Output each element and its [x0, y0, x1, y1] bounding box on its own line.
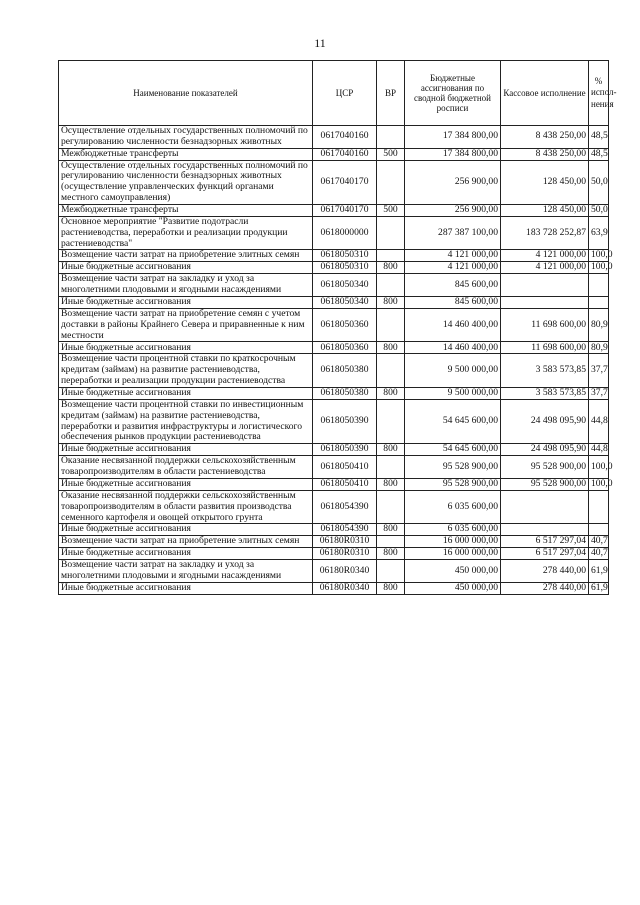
row-name: Иные бюджетные ассигнования [59, 444, 313, 456]
row-percent: 61,9 [589, 560, 609, 583]
row-percent: 50,0 [589, 204, 609, 216]
row-plan-amount: 54 645 600,00 [405, 444, 501, 456]
table-row [59, 160, 609, 204]
row-csr-code: 0618054390 [313, 524, 377, 536]
row-vr-code: 800 [377, 296, 405, 308]
row-csr-code: 06180R0310 [313, 536, 377, 548]
row-percent: 63,9 [589, 216, 609, 249]
row-name: Межбюджетные трансферты [59, 204, 313, 216]
table-row [59, 262, 609, 274]
row-csr-code: 0618050340 [313, 296, 377, 308]
row-plan-amount: 9 500 000,00 [405, 354, 501, 387]
header-fact: Кассовое исполнение [501, 61, 589, 126]
header-csr: ЦСР [313, 61, 377, 126]
row-vr-code [377, 216, 405, 249]
row-name: Осуществление отдельных государственных полномочий по регулированию численности безнадзорных животных [59, 126, 313, 149]
table-row [59, 478, 609, 490]
row-vr-code: 800 [377, 342, 405, 354]
table-row [59, 560, 609, 583]
row-plan-amount: 54 645 600,00 [405, 399, 501, 443]
row-name: Иные бюджетные ассигнования [59, 524, 313, 536]
row-plan-amount: 450 000,00 [405, 582, 501, 594]
row-plan-amount: 287 387 100,00 [405, 216, 501, 249]
row-vr-code: 800 [377, 387, 405, 399]
row-name: Иные бюджетные ассигнования [59, 342, 313, 354]
table-row [59, 456, 609, 479]
row-vr-code [377, 560, 405, 583]
table-row [59, 548, 609, 560]
row-plan-amount: 256 900,00 [405, 160, 501, 204]
row-name: Основное мероприятие "Развитие подотрасли растениеводства, переработки и реализации продукции растениеводства" [59, 216, 313, 249]
row-vr-code: 800 [377, 524, 405, 536]
row-percent: 37,7 [589, 387, 609, 399]
row-fact-amount: 11 698 600,00 [501, 308, 589, 341]
row-plan-amount: 6 035 600,00 [405, 490, 501, 523]
row-name: Возмещение части процентной ставки по инвестиционным кредитам (займам) на развитие растениеводства, переработки и развития инфраструктуры и логистического обеспечения рынков продукции растениеводства [59, 399, 313, 443]
row-name: Иные бюджетные ассигнования [59, 262, 313, 274]
row-fact-amount [501, 274, 589, 297]
row-name: Возмещение части затрат на закладку и уход за многолетними плодовыми и ягодными насаждениями [59, 560, 313, 583]
table-row [59, 148, 609, 160]
row-vr-code [377, 126, 405, 149]
row-name: Межбюджетные трансферты [59, 148, 313, 160]
row-percent: 100,0 [589, 456, 609, 479]
row-csr-code: 0617040160 [313, 148, 377, 160]
table-row [59, 250, 609, 262]
row-name: Возмещение части затрат на приобретение семян с учетом доставки в районы Крайнего Севера и приравненные к ним местности [59, 308, 313, 341]
row-csr-code: 06180R0340 [313, 582, 377, 594]
row-fact-amount: 24 498 095,90 [501, 399, 589, 443]
row-vr-code [377, 536, 405, 548]
row-fact-amount: 8 438 250,00 [501, 148, 589, 160]
table-row [59, 582, 609, 594]
table-row [59, 524, 609, 536]
table-row [59, 387, 609, 399]
row-percent: 100,0 [589, 262, 609, 274]
row-csr-code: 0618050390 [313, 444, 377, 456]
row-percent: 48,5 [589, 126, 609, 149]
row-plan-amount: 450 000,00 [405, 560, 501, 583]
row-name: Осуществление отдельных государственных полномочий по регулированию численности безнадзорных животных (осуществление управленческих функций органами местного самоуправления) [59, 160, 313, 204]
row-csr-code: 0618054390 [313, 490, 377, 523]
row-csr-code: 0617040170 [313, 160, 377, 204]
row-plan-amount: 14 460 400,00 [405, 342, 501, 354]
row-plan-amount: 9 500 000,00 [405, 387, 501, 399]
row-fact-amount: 183 728 252,87 [501, 216, 589, 249]
row-csr-code: 0618050390 [313, 399, 377, 443]
row-csr-code: 0618050380 [313, 387, 377, 399]
row-vr-code [377, 274, 405, 297]
table-row [59, 399, 609, 443]
row-fact-amount: 3 583 573,85 [501, 354, 589, 387]
row-vr-code [377, 308, 405, 341]
row-name: Возмещение части затрат на приобретение элитных семян [59, 250, 313, 262]
row-fact-amount: 11 698 600,00 [501, 342, 589, 354]
row-plan-amount: 17 384 800,00 [405, 126, 501, 149]
row-fact-amount: 278 440,00 [501, 582, 589, 594]
row-percent [589, 274, 609, 297]
header-plan: Бюджетные ассигнования по сводной бюджетной росписи [405, 61, 501, 126]
budget-execution-table [58, 60, 617, 595]
row-vr-code [377, 490, 405, 523]
table-row [59, 536, 609, 548]
row-csr-code: 0618050360 [313, 342, 377, 354]
row-vr-code: 800 [377, 478, 405, 490]
table-row [59, 444, 609, 456]
row-fact-amount: 95 528 900,00 [501, 456, 589, 479]
row-csr-code: 0617040170 [313, 204, 377, 216]
row-percent: 80,9 [589, 308, 609, 341]
row-fact-amount [501, 490, 589, 523]
row-vr-code: 500 [377, 148, 405, 160]
row-csr-code: 0618050340 [313, 274, 377, 297]
table-row [59, 204, 609, 216]
row-csr-code: 06180R0310 [313, 548, 377, 560]
row-percent: 48,5 [589, 148, 609, 160]
row-fact-amount: 24 498 095,90 [501, 444, 589, 456]
row-plan-amount: 6 035 600,00 [405, 524, 501, 536]
row-fact-amount: 278 440,00 [501, 560, 589, 583]
row-vr-code: 800 [377, 582, 405, 594]
row-percent: 80,9 [589, 342, 609, 354]
row-plan-amount: 845 600,00 [405, 274, 501, 297]
row-csr-code: 0618050310 [313, 250, 377, 262]
row-plan-amount: 95 528 900,00 [405, 456, 501, 479]
row-csr-code: 0618050360 [313, 308, 377, 341]
table-row [59, 308, 609, 341]
row-plan-amount: 256 900,00 [405, 204, 501, 216]
row-fact-amount: 95 528 900,00 [501, 478, 589, 490]
header-vr: ВР [377, 61, 405, 126]
row-vr-code: 800 [377, 262, 405, 274]
row-plan-amount: 16 000 000,00 [405, 536, 501, 548]
row-csr-code: 0618050410 [313, 456, 377, 479]
row-percent: 61,9 [589, 582, 609, 594]
row-percent: 44,8 [589, 399, 609, 443]
row-name: Иные бюджетные ассигнования [59, 296, 313, 308]
row-name: Иные бюджетные ассигнования [59, 582, 313, 594]
table-row [59, 490, 609, 523]
row-plan-amount: 14 460 400,00 [405, 308, 501, 341]
row-vr-code: 800 [377, 444, 405, 456]
table-row [59, 274, 609, 297]
table-row [59, 342, 609, 354]
row-name: Иные бюджетные ассигнования [59, 478, 313, 490]
row-percent [589, 524, 609, 536]
row-vr-code [377, 354, 405, 387]
row-fact-amount: 3 583 573,85 [501, 387, 589, 399]
row-percent: 40,7 [589, 536, 609, 548]
row-fact-amount: 6 517 297,04 [501, 536, 589, 548]
row-fact-amount: 8 438 250,00 [501, 126, 589, 149]
row-csr-code: 0618050380 [313, 354, 377, 387]
row-fact-amount [501, 524, 589, 536]
row-percent [589, 296, 609, 308]
row-fact-amount: 4 121 000,00 [501, 250, 589, 262]
row-name: Возмещение части затрат на закладку и уход за многолетними плодовыми и ягодными насаждениями [59, 274, 313, 297]
row-csr-code: 0618050410 [313, 478, 377, 490]
table-body [59, 125, 613, 595]
header-name: Наименование показателей [59, 61, 313, 126]
row-percent: 37,7 [589, 354, 609, 387]
row-fact-amount: 128 450,00 [501, 160, 589, 204]
table-header-row [59, 61, 609, 126]
row-csr-code: 0618000000 [313, 216, 377, 249]
row-fact-amount [501, 296, 589, 308]
row-plan-amount: 95 528 900,00 [405, 478, 501, 490]
row-vr-code: 500 [377, 204, 405, 216]
table-row [59, 216, 609, 249]
table-row [59, 126, 609, 149]
row-percent: 100,0 [589, 478, 609, 490]
header-pct: % испол-нения [589, 61, 609, 126]
row-percent: 40,7 [589, 548, 609, 560]
row-name: Возмещение части процентной ставки по краткосрочным кредитам (займам) на развитие растениеводства, переработки и реализации продукции растениеводства [59, 354, 313, 387]
row-plan-amount: 17 384 800,00 [405, 148, 501, 160]
row-vr-code [377, 399, 405, 443]
row-vr-code [377, 456, 405, 479]
row-vr-code [377, 160, 405, 204]
row-name: Оказание несвязанной поддержки сельскохозяйственным товаропроизводителям в области развития производства семенного картофеля и овощей открытого грунта [59, 490, 313, 523]
row-csr-code: 06180R0340 [313, 560, 377, 583]
row-vr-code [377, 250, 405, 262]
table-row [59, 296, 609, 308]
row-csr-code: 0617040160 [313, 126, 377, 149]
row-name: Возмещение части затрат на приобретение элитных семян [59, 536, 313, 548]
row-name: Оказание несвязанной поддержки сельскохозяйственным товаропроизводителям в области растениеводства [59, 456, 313, 479]
row-plan-amount: 845 600,00 [405, 296, 501, 308]
row-percent: 50,0 [589, 160, 609, 204]
row-fact-amount: 6 517 297,04 [501, 548, 589, 560]
row-name: Иные бюджетные ассигнования [59, 548, 313, 560]
table-row [59, 354, 609, 387]
row-plan-amount: 16 000 000,00 [405, 548, 501, 560]
row-percent: 100,0 [589, 250, 609, 262]
row-fact-amount: 128 450,00 [501, 204, 589, 216]
row-plan-amount: 4 121 000,00 [405, 262, 501, 274]
row-percent: 44,8 [589, 444, 609, 456]
row-fact-amount: 4 121 000,00 [501, 262, 589, 274]
row-plan-amount: 4 121 000,00 [405, 250, 501, 262]
row-name: Иные бюджетные ассигнования [59, 387, 313, 399]
page-number: 11 [314, 36, 326, 50]
row-csr-code: 0618050310 [313, 262, 377, 274]
row-vr-code: 800 [377, 548, 405, 560]
row-percent [589, 490, 609, 523]
